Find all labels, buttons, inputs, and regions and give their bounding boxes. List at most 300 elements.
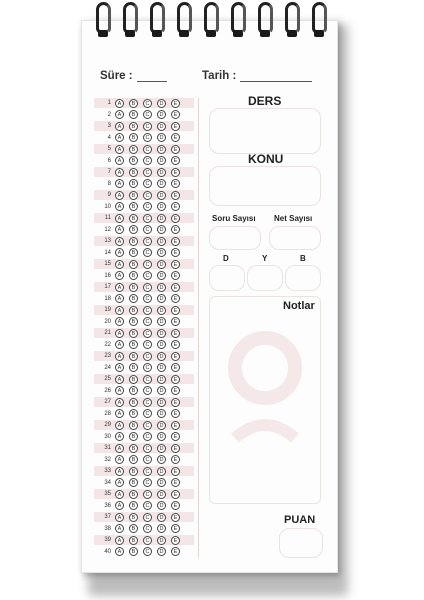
answer-bubble-e[interactable]: E [171,214,180,223]
question-number: 20 [104,318,111,325]
answer-bubble-a[interactable]: A [115,225,124,234]
answer-bubble-d[interactable]: D [157,260,166,269]
answer-bubble-e[interactable]: E [171,248,180,257]
answer-bubble-d[interactable]: D [157,444,166,453]
question-number: 30 [104,433,111,440]
answer-bubble-e[interactable]: E [171,202,180,211]
question-number: 36 [104,502,111,509]
y-label: Y [262,254,268,263]
answer-bubble-b[interactable]: B [129,237,138,246]
answer-bubble-c[interactable]: C [143,156,152,165]
konu-box[interactable] [209,166,321,206]
answer-bubble-b[interactable]: B [129,501,138,510]
answer-bubble-a[interactable]: A [115,122,124,131]
answer-bubble-a[interactable]: A [115,467,124,476]
question-number: 17 [104,284,111,290]
answer-bubble-e[interactable]: E [171,283,180,292]
answer-row [94,98,194,108]
answer-bubble-a[interactable]: A [115,214,124,223]
question-number: 3 [107,123,111,129]
answer-row [94,374,194,384]
y-box[interactable] [247,265,283,291]
answer-bubble-a[interactable]: A [115,536,124,545]
answer-bubble-a[interactable]: A [115,168,124,177]
question-number: 23 [104,353,111,359]
ders-label: DERS [248,94,282,108]
answer-bubble-c[interactable]: C [143,329,152,338]
answer-bubble-c[interactable]: C [143,145,152,154]
answer-bubble-a[interactable]: A [115,444,124,453]
answer-bubble-b[interactable]: B [129,168,138,177]
answer-bubble-e[interactable]: E [171,501,180,510]
answer-row [94,213,194,223]
answer-bubble-e[interactable]: E [171,156,180,165]
answer-bubble-c[interactable]: C [143,283,152,292]
spiral-binding [90,0,330,44]
answer-bubble-d[interactable]: D [157,110,166,119]
answer-bubble-c[interactable]: C [143,467,152,476]
answer-bubble-d[interactable]: D [157,191,166,200]
tarih-field[interactable] [202,70,312,82]
answer-row [94,478,194,488]
answer-row [94,386,194,396]
question-number: 32 [104,456,111,463]
answer-bubble-b[interactable]: B [129,455,138,464]
answer-row [94,133,194,143]
answer-bubble-e[interactable]: E [171,455,180,464]
question-number: 9 [107,192,111,198]
answer-bubble-b[interactable]: B [129,478,138,487]
answer-bubble-d[interactable]: D [157,271,166,280]
answer-row [94,282,194,292]
answer-bubble-c[interactable]: C [143,110,152,119]
answer-row [94,271,194,281]
answer-bubble-d[interactable]: D [157,306,166,315]
answer-row [94,259,194,269]
answer-row [94,489,194,499]
answer-bubble-e[interactable]: E [171,317,180,326]
answer-bubble-a[interactable]: A [115,386,124,395]
answer-bubble-e[interactable]: E [171,306,180,315]
question-number: 14 [104,249,111,256]
answer-bubble-b[interactable]: B [129,409,138,418]
answer-bubble-b[interactable]: B [129,260,138,269]
answer-bubble-b[interactable]: B [129,340,138,349]
answer-bubble-d[interactable]: D [157,467,166,476]
answer-row [94,455,194,465]
answer-bubble-c[interactable]: C [143,237,152,246]
answer-bubble-d[interactable]: D [157,375,166,384]
answer-bubble-a[interactable]: A [115,248,124,257]
spiral-ring [175,0,195,42]
answer-bubble-c[interactable]: C [143,386,152,395]
answer-bubble-d[interactable]: D [157,99,166,108]
net-sayisi-label: Net Sayısı [274,214,313,223]
answer-bubble-d[interactable]: D [157,409,166,418]
answer-bubble-e[interactable]: E [171,547,180,556]
question-number: 26 [104,387,111,394]
answer-bubble-c[interactable]: C [143,340,152,349]
answer-bubble-b[interactable]: B [129,202,138,211]
sure-line [137,71,167,82]
answer-bubble-b[interactable]: B [129,386,138,395]
answer-bubble-e[interactable]: E [171,340,180,349]
d-box[interactable] [209,265,245,291]
answer-bubble-e[interactable]: E [171,478,180,487]
question-number: 28 [104,410,111,417]
answer-row [94,328,194,338]
answer-bubble-d[interactable]: D [157,214,166,223]
answer-bubble-a[interactable]: A [115,260,124,269]
sure-label: Süre : [100,70,133,82]
answer-bubble-e[interactable]: E [171,237,180,246]
answer-bubble-c[interactable]: C [143,122,152,131]
answer-bubble-d[interactable]: D [157,398,166,407]
spiral-ring [94,0,114,42]
answer-bubble-e[interactable]: E [171,133,180,142]
answer-bubble-e[interactable]: E [171,122,180,131]
answer-bubble-c[interactable]: C [143,306,152,315]
answer-bubble-a[interactable]: A [115,110,124,119]
question-number: 35 [104,491,111,497]
spiral-ring [121,0,141,42]
answer-row [94,397,194,407]
answer-bubble-c[interactable]: C [143,248,152,257]
answer-bubble-d[interactable]: D [157,340,166,349]
spiral-ring [310,0,330,42]
answer-bubble-b[interactable]: B [129,524,138,533]
question-number: 27 [104,399,111,405]
b-box[interactable] [285,265,321,291]
question-number: 25 [104,376,111,382]
answer-bubble-b[interactable]: B [129,317,138,326]
answer-bubble-a[interactable]: A [115,455,124,464]
answer-bubble-a[interactable]: A [115,294,124,303]
answer-bubble-c[interactable]: C [143,363,152,372]
question-number: 33 [104,468,111,474]
answer-bubble-e[interactable]: E [171,191,180,200]
answer-bubble-c[interactable]: C [143,409,152,418]
answer-row [94,305,194,315]
answer-bubble-e[interactable]: E [171,99,180,108]
answer-bubble-e[interactable]: E [171,432,180,441]
answer-bubble-d[interactable]: D [157,352,166,361]
question-number: 38 [104,525,111,532]
answer-bubble-a[interactable]: A [115,306,124,315]
answer-bubble-e[interactable]: E [171,294,180,303]
answer-bubble-d[interactable]: D [157,329,166,338]
answer-bubble-c[interactable]: C [143,294,152,303]
question-number: 37 [104,514,111,520]
question-number: 2 [107,111,111,118]
answer-bubble-d[interactable]: D [157,202,166,211]
answer-bubble-a[interactable]: A [115,271,124,280]
question-number: 5 [107,146,111,152]
answer-bubble-d[interactable]: D [157,524,166,533]
answer-bubble-b[interactable]: B [129,294,138,303]
answer-bubble-e[interactable]: E [171,409,180,418]
answer-row [94,179,194,189]
answer-bubble-b[interactable]: B [129,271,138,280]
question-number: 8 [107,180,111,187]
answer-row [94,167,194,177]
question-number: 13 [104,238,111,244]
answer-row [94,351,194,361]
answer-bubble-e[interactable]: E [171,536,180,545]
answer-bubble-a[interactable]: A [115,191,124,200]
notlar-label: Notlar [283,300,315,312]
answer-bubble-a[interactable]: A [115,99,124,108]
answer-bubble-e[interactable]: E [171,386,180,395]
answer-bubble-e[interactable]: E [171,110,180,119]
answer-bubble-d[interactable]: D [157,248,166,257]
answer-bubble-a[interactable]: A [115,490,124,499]
tarih-line [240,71,312,82]
answer-bubble-a[interactable]: A [115,202,124,211]
answer-bubble-b[interactable]: B [129,398,138,407]
answer-bubble-a[interactable]: A [115,363,124,372]
answer-row [94,524,194,534]
answer-row [94,202,194,212]
divider [198,98,199,558]
answer-row [94,190,194,200]
answer-bubble-c[interactable]: C [143,421,152,430]
answer-bubble-b[interactable]: B [129,490,138,499]
answer-bubble-d[interactable]: D [157,237,166,246]
answer-bubble-b[interactable]: B [129,513,138,522]
answer-bubble-c[interactable]: C [143,225,152,234]
answer-row [94,236,194,246]
answer-bubble-e[interactable]: E [171,398,180,407]
question-number: 4 [107,134,111,141]
answer-bubble-c[interactable]: C [143,536,152,545]
answer-bubble-d[interactable]: D [157,179,166,188]
answer-row [94,110,194,120]
answer-bubble-e[interactable]: E [171,490,180,499]
answer-bubble-d[interactable]: D [157,122,166,131]
answer-row [94,121,194,131]
answer-bubble-b[interactable]: B [129,179,138,188]
soru-sayisi-label: Soru Sayısı [212,214,256,223]
answer-bubble-c[interactable]: C [143,547,152,556]
answer-bubble-e[interactable]: E [171,179,180,188]
answer-bubble-a[interactable]: A [115,133,124,142]
answer-bubble-a[interactable]: A [115,156,124,165]
answer-bubble-c[interactable]: C [143,202,152,211]
answer-row [94,340,194,350]
answer-bubble-c[interactable]: C [143,260,152,269]
tarih-label: Tarih : [202,70,237,82]
answer-bubble-b[interactable]: B [129,329,138,338]
answer-bubble-a[interactable]: A [115,524,124,533]
answer-row [94,294,194,304]
answer-bubble-b[interactable]: B [129,363,138,372]
answer-bubble-b[interactable]: B [129,248,138,257]
answer-bubble-c[interactable]: C [143,501,152,510]
answer-bubble-d[interactable]: D [157,156,166,165]
answer-bubble-d[interactable]: D [157,432,166,441]
answer-bubble-a[interactable]: A [115,317,124,326]
question-number: 19 [104,307,111,313]
answer-row [94,547,194,557]
answer-bubble-a[interactable]: A [115,145,124,154]
answer-bubble-b[interactable]: B [129,225,138,234]
answer-bubble-e[interactable]: E [171,271,180,280]
answer-bubble-b[interactable]: B [129,432,138,441]
answer-bubble-d[interactable]: D [157,133,166,142]
answer-bubble-e[interactable]: E [171,363,180,372]
answer-bubble-e[interactable]: E [171,513,180,522]
answer-bubble-b[interactable]: B [129,191,138,200]
answer-bubble-b[interactable]: B [129,306,138,315]
question-number: 40 [104,548,111,555]
answer-bubble-e[interactable]: E [171,145,180,154]
answer-bubble-b[interactable]: B [129,444,138,453]
answer-bubble-d[interactable]: D [157,294,166,303]
answer-bubble-e[interactable]: E [171,467,180,476]
puan-box[interactable] [279,528,323,558]
answer-grid [94,98,194,558]
answer-bubble-c[interactable]: C [143,524,152,533]
ders-box[interactable] [209,108,321,154]
answer-bubble-b[interactable]: B [129,283,138,292]
answer-bubble-c[interactable]: C [143,375,152,384]
answer-bubble-d[interactable]: D [157,513,166,522]
answer-bubble-c[interactable]: C [143,179,152,188]
question-number: 10 [104,203,111,210]
answer-bubble-c[interactable]: C [143,455,152,464]
soru-sayisi-box[interactable] [209,226,261,250]
answer-bubble-d[interactable]: D [157,536,166,545]
answer-row [94,156,194,166]
answer-row [94,409,194,419]
answer-bubble-e[interactable]: E [171,260,180,269]
answer-bubble-e[interactable]: E [171,168,180,177]
answer-row [94,144,194,154]
answer-bubble-d[interactable]: D [157,168,166,177]
answer-bubble-c[interactable]: C [143,398,152,407]
answer-bubble-b[interactable]: B [129,122,138,131]
sure-field[interactable] [100,70,167,82]
question-number: 12 [104,226,111,233]
answer-bubble-d[interactable]: D [157,145,166,154]
b-label: B [300,254,306,263]
puan-label: PUAN [284,514,316,526]
answer-bubble-c[interactable]: C [143,490,152,499]
answer-bubble-a[interactable]: A [115,340,124,349]
answer-bubble-a[interactable]: A [115,513,124,522]
answer-row [94,432,194,442]
answer-row [94,535,194,545]
question-number: 6 [107,157,111,164]
answer-bubble-c[interactable]: C [143,133,152,142]
answer-bubble-d[interactable]: D [157,455,166,464]
answer-bubble-b[interactable]: B [129,110,138,119]
answer-bubble-a[interactable]: A [115,283,124,292]
question-number: 1 [107,100,111,106]
answer-bubble-b[interactable]: B [129,421,138,430]
answer-bubble-a[interactable]: A [115,375,124,384]
answer-bubble-b[interactable]: B [129,467,138,476]
answer-bubble-d[interactable]: D [157,386,166,395]
spiral-ring [256,0,276,42]
question-number: 39 [104,537,111,543]
answer-bubble-c[interactable]: C [143,352,152,361]
answer-bubble-a[interactable]: A [115,179,124,188]
answer-bubble-b[interactable]: B [129,133,138,142]
answer-bubble-c[interactable]: C [143,191,152,200]
answer-row [94,225,194,235]
answer-bubble-b[interactable]: B [129,145,138,154]
question-number: 34 [104,479,111,486]
answer-bubble-e[interactable]: E [171,421,180,430]
answer-row [94,317,194,327]
answer-bubble-e[interactable]: E [171,225,180,234]
answer-bubble-a[interactable]: A [115,432,124,441]
answer-bubble-c[interactable]: C [143,444,152,453]
answer-bubble-d[interactable]: D [157,490,166,499]
answer-bubble-b[interactable]: B [129,214,138,223]
answer-bubble-b[interactable]: B [129,375,138,384]
answer-bubble-d[interactable]: D [157,363,166,372]
answer-bubble-a[interactable]: A [115,237,124,246]
answer-bubble-a[interactable]: A [115,398,124,407]
answer-bubble-d[interactable]: D [157,283,166,292]
spiral-ring [202,0,222,42]
answer-bubble-c[interactable]: C [143,317,152,326]
answer-bubble-e[interactable]: E [171,329,180,338]
question-number: 7 [107,169,111,175]
answer-bubble-d[interactable]: D [157,421,166,430]
answer-bubble-d[interactable]: D [157,501,166,510]
answer-bubble-c[interactable]: C [143,432,152,441]
answer-bubble-a[interactable]: A [115,501,124,510]
question-number: 24 [104,364,111,371]
net-sayisi-box[interactable] [269,226,321,250]
answer-row [94,443,194,453]
answer-bubble-a[interactable]: A [115,352,124,361]
answer-bubble-a[interactable]: A [115,329,124,338]
answer-bubble-c[interactable]: C [143,513,152,522]
answer-bubble-c[interactable]: C [143,478,152,487]
answer-bubble-b[interactable]: B [129,352,138,361]
answer-bubble-c[interactable]: C [143,271,152,280]
answer-bubble-e[interactable]: E [171,444,180,453]
answer-bubble-b[interactable]: B [129,536,138,545]
answer-bubble-e[interactable]: E [171,375,180,384]
answer-bubble-b[interactable]: B [129,156,138,165]
answer-bubble-d[interactable]: D [157,478,166,487]
answer-bubble-e[interactable]: E [171,352,180,361]
answer-bubble-a[interactable]: A [115,409,124,418]
answer-bubble-d[interactable]: D [157,317,166,326]
answer-bubble-d[interactable]: D [157,225,166,234]
answer-bubble-b[interactable]: B [129,99,138,108]
answer-bubble-c[interactable]: C [143,168,152,177]
answer-bubble-a[interactable]: A [115,547,124,556]
answer-bubble-a[interactable]: A [115,478,124,487]
answer-row [94,466,194,476]
answer-bubble-c[interactable]: C [143,214,152,223]
answer-bubble-e[interactable]: E [171,524,180,533]
answer-bubble-b[interactable]: B [129,547,138,556]
question-number: 11 [104,215,111,221]
answer-bubble-c[interactable]: C [143,99,152,108]
answer-bubble-d[interactable]: D [157,547,166,556]
spiral-ring [283,0,303,42]
answer-bubble-a[interactable]: A [115,421,124,430]
question-number: 18 [104,295,111,302]
